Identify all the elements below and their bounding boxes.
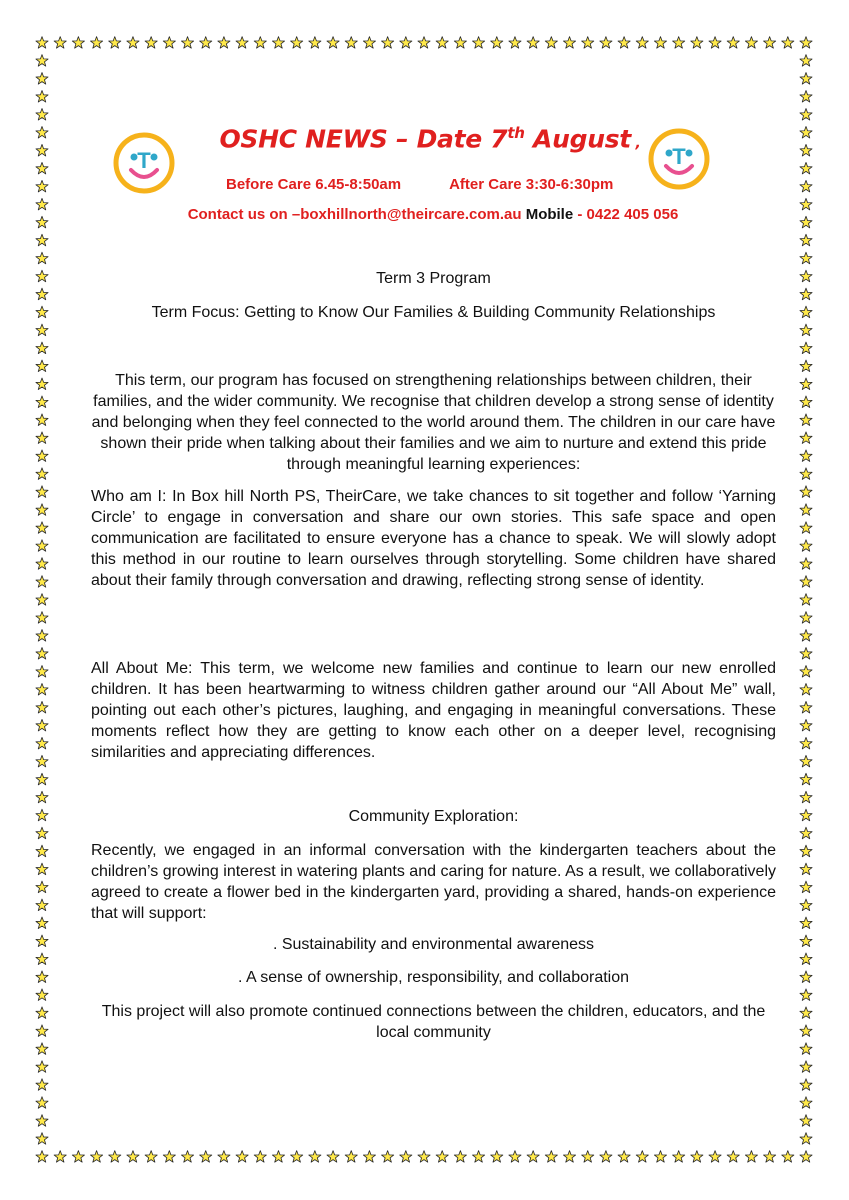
star-icon (509, 37, 521, 49)
star-icon (36, 1079, 48, 1091)
star-icon (782, 1151, 794, 1163)
star-icon (36, 917, 48, 929)
star-icon (800, 37, 812, 49)
program-heading: Term 3 Program (376, 270, 491, 287)
star-icon (509, 1151, 521, 1163)
star-icon (327, 37, 339, 49)
star-icon (36, 396, 48, 408)
newsletter-title: OSHC NEWS – Date 7th August , (219, 124, 641, 154)
star-icon (36, 270, 48, 282)
star-icon (36, 881, 48, 893)
star-icon (527, 37, 539, 49)
star-icon (691, 37, 703, 49)
star-icon (254, 1151, 266, 1163)
star-icon (454, 37, 466, 49)
smiley-t-logo (111, 130, 177, 196)
star-icon (363, 1151, 375, 1163)
star-icon (582, 1151, 594, 1163)
star-icon (800, 162, 812, 174)
star-icon (436, 1151, 448, 1163)
star-icon (545, 37, 557, 49)
star-icon (800, 306, 812, 318)
star-icon (800, 1079, 812, 1091)
support-point-sustainability: . Sustainability and environmental awareness (272, 936, 595, 953)
star-icon (800, 432, 812, 444)
star-icon (36, 971, 48, 983)
star-icon (36, 773, 48, 785)
star-icon (36, 252, 48, 264)
star-icon (800, 683, 812, 695)
star-icon (654, 1151, 666, 1163)
star-icon (800, 719, 812, 731)
star-icon (800, 701, 812, 713)
star-icon (291, 1151, 303, 1163)
star-icon (800, 360, 812, 372)
star-icon (800, 576, 812, 588)
star-icon (563, 1151, 575, 1163)
star-icon (582, 37, 594, 49)
logo-letter: T (672, 144, 686, 169)
star-icon (800, 773, 812, 785)
star-icon (36, 522, 48, 534)
star-icon (800, 342, 812, 354)
star-icon (527, 1151, 539, 1163)
star-icon (491, 1151, 503, 1163)
star-icon (36, 935, 48, 947)
star-icon (800, 594, 812, 606)
star-icon (800, 108, 812, 120)
star-icon (36, 827, 48, 839)
star-icon (800, 1007, 812, 1019)
star-icon (636, 1151, 648, 1163)
star-icon (800, 126, 812, 138)
star-icon (309, 37, 321, 49)
term-focus: Term Focus: Getting to Know Our Families & Building Community Relationships (151, 304, 716, 321)
star-icon (472, 1151, 484, 1163)
star-icon (800, 324, 812, 336)
star-icon (309, 1151, 321, 1163)
star-icon (36, 144, 48, 156)
star-icon (36, 576, 48, 588)
star-icon (272, 37, 284, 49)
star-icon (418, 1151, 430, 1163)
star-icon (472, 37, 484, 49)
star-icon (382, 1151, 394, 1163)
star-icon (36, 360, 48, 372)
star-icon (145, 37, 157, 49)
star-icon (36, 737, 48, 749)
star-icon (800, 55, 812, 67)
star-icon (36, 504, 48, 516)
contact-line (0, 206, 849, 223)
star-icon (109, 37, 121, 49)
star-icon (127, 37, 139, 49)
star-icon (36, 1151, 48, 1163)
star-icon (36, 791, 48, 803)
star-icon (800, 234, 812, 246)
star-icon (400, 1151, 412, 1163)
star-icon (491, 37, 503, 49)
star-icon (800, 935, 812, 947)
star-icon (709, 1151, 721, 1163)
star-icon (436, 37, 448, 49)
star-icon (800, 558, 812, 570)
star-icon (345, 1151, 357, 1163)
star-icon (800, 288, 812, 300)
star-icon (636, 37, 648, 49)
star-icon (181, 37, 193, 49)
star-icon (218, 1151, 230, 1163)
star-icon (800, 486, 812, 498)
star-icon (200, 37, 212, 49)
star-icon (181, 1151, 193, 1163)
who-am-i-paragraph: Who am I: In Box hill North PS, TheirCare, we take chances to sit together and follow ‘Yarning Circle’ to engage in conversation and share our own stories. This safe space and open communication are facilitated to ensure everyone has a chance to speak. We will slowly adopt this method in our routine to learn ourselves through storytelling. Some children have shared about their family through conversation and drawing, reflecting strong sense of identity. (91, 488, 776, 589)
star-icon (163, 37, 175, 49)
star-icon (72, 1151, 84, 1163)
star-icon (800, 737, 812, 749)
before-care-hours: Before Care 6.45-8:50am (226, 176, 402, 193)
star-icon (600, 1151, 612, 1163)
star-icon (36, 701, 48, 713)
star-icon (800, 1043, 812, 1055)
star-icon (109, 1151, 121, 1163)
intro-paragraph: This term, our program has focused on strengthening relationships between children, their families, and the wider community. We recognise that children develop a strong sense of identity and belonging when they feel connected to the world around them. The children in our care have shown their pride when talking about their families and we aim to nurture and extend this pride through meaningful learning experiences: (91, 372, 776, 473)
star-icon (200, 1151, 212, 1163)
star-icon (218, 37, 230, 49)
star-icon (36, 1007, 48, 1019)
star-icon (36, 108, 48, 120)
star-icon (36, 378, 48, 390)
star-icon (36, 1133, 48, 1145)
star-icon (36, 1115, 48, 1127)
star-icon (36, 845, 48, 857)
star-icon (36, 342, 48, 354)
star-icon (36, 288, 48, 300)
star-icon (745, 37, 757, 49)
star-icon (36, 1097, 48, 1109)
star-icon (36, 1025, 48, 1037)
star-icon (800, 504, 812, 516)
star-icon (673, 37, 685, 49)
community-paragraph: Recently, we engaged in an informal conversation with the kindergarten teachers about the children’s growing interest in watering plants and caring for nature. As a result, we collaboratively agreed to create a flower bed in the kindergarten yard, providing a shared, hands-on experience that will support: (91, 842, 776, 922)
star-icon (600, 37, 612, 49)
star-icon (618, 1151, 630, 1163)
star-icon (145, 1151, 157, 1163)
star-icon (545, 1151, 557, 1163)
star-icon (673, 1151, 685, 1163)
star-icon (36, 468, 48, 480)
star-icon (800, 881, 812, 893)
star-icon (800, 1151, 812, 1163)
care-hours (226, 176, 613, 193)
star-icon (800, 989, 812, 1001)
star-icon (800, 414, 812, 426)
closing-paragraph: This project will also promote continued connections between the children, educators, and the local community (101, 1003, 766, 1041)
star-icon (800, 540, 812, 552)
star-icon (800, 630, 812, 642)
star-icon (36, 863, 48, 875)
star-icon (363, 37, 375, 49)
all-about-me-paragraph: All About Me: This term, we welcome new families and continue to learn our new enrolled children. It has been heartwarming to witness children gather around our “All About Me” wall, pointing out each other’s pictures, laughing, and engaging in meaningful conversations. These moments reflect how they are getting to know each other on a deeper level, recognising similarities and appreciating differences. (91, 660, 776, 761)
star-icon (236, 1151, 248, 1163)
star-icon (36, 809, 48, 821)
star-icon (800, 378, 812, 390)
star-icon (36, 324, 48, 336)
star-icon (36, 432, 48, 444)
star-icon (727, 37, 739, 49)
support-point-ownership: . A sense of ownership, responsibility, and collaboration (237, 969, 630, 986)
star-icon (291, 37, 303, 49)
star-icon (800, 1115, 812, 1127)
star-icon (800, 252, 812, 264)
star-icon (36, 1043, 48, 1055)
star-icon (563, 37, 575, 49)
after-care-hours: After Care 3:30-6:30pm (449, 176, 614, 193)
star-icon (800, 971, 812, 983)
star-icon (36, 540, 48, 552)
star-icon (800, 648, 812, 660)
star-icon (764, 1151, 776, 1163)
star-icon (36, 558, 48, 570)
star-icon (36, 1061, 48, 1073)
star-icon (800, 1061, 812, 1073)
star-icon (36, 162, 48, 174)
star-icon (800, 827, 812, 839)
star-icon (800, 468, 812, 480)
star-icon (36, 648, 48, 660)
star-icon (800, 1133, 812, 1145)
star-icon (800, 270, 812, 282)
community-heading: Community Exploration: (348, 808, 519, 825)
star-icon (691, 1151, 703, 1163)
star-icon (618, 37, 630, 49)
star-icon (36, 73, 48, 85)
star-icon (36, 665, 48, 677)
contact-email: Contact us on –boxhillnorth@theircare.com.au (187, 206, 522, 223)
star-icon (800, 1097, 812, 1109)
star-icon (36, 953, 48, 965)
star-icon (800, 144, 812, 156)
star-icon (36, 486, 48, 498)
star-icon (727, 1151, 739, 1163)
star-icon (782, 37, 794, 49)
star-icon (36, 414, 48, 426)
star-icon (800, 809, 812, 821)
star-icon (800, 953, 812, 965)
star-icon (163, 1151, 175, 1163)
star-icon (36, 630, 48, 642)
star-icon (36, 755, 48, 767)
star-icon (90, 37, 102, 49)
star-icon (800, 180, 812, 192)
star-icon (800, 665, 812, 677)
star-icon (327, 1151, 339, 1163)
star-icon (800, 899, 812, 911)
star-icon (36, 899, 48, 911)
star-icon (54, 37, 66, 49)
star-icon (254, 37, 266, 49)
star-icon (800, 845, 812, 857)
star-icon (800, 522, 812, 534)
star-icon (800, 73, 812, 85)
star-icon (454, 1151, 466, 1163)
star-icon (800, 612, 812, 624)
logo-letter: T (137, 148, 151, 173)
star-icon (745, 1151, 757, 1163)
star-icon (54, 1151, 66, 1163)
star-icon (36, 55, 48, 67)
star-icon (272, 1151, 284, 1163)
star-icon (72, 37, 84, 49)
star-icon (236, 37, 248, 49)
star-icon (36, 180, 48, 192)
star-icon (36, 450, 48, 462)
star-icon (36, 719, 48, 731)
star-icon (127, 1151, 139, 1163)
star-icon (90, 1151, 102, 1163)
star-icon (400, 37, 412, 49)
star-icon (709, 37, 721, 49)
star-icon (345, 37, 357, 49)
star-icon (800, 791, 812, 803)
star-icon (36, 306, 48, 318)
mobile-label: Mobile (521, 206, 574, 223)
star-icon (382, 37, 394, 49)
star-icon (800, 396, 812, 408)
star-icon (36, 126, 48, 138)
star-icon (800, 91, 812, 103)
star-icon (800, 863, 812, 875)
star-icon (800, 917, 812, 929)
star-icon (36, 91, 48, 103)
star-icon (36, 989, 48, 1001)
star-icon (800, 450, 812, 462)
star-icon (36, 683, 48, 695)
star-icon (654, 37, 666, 49)
star-icon (800, 755, 812, 767)
star-icon (36, 612, 48, 624)
star-icon (36, 37, 48, 49)
star-icon (36, 594, 48, 606)
star-icon (36, 234, 48, 246)
mobile-number: - 0422 405 056 (573, 206, 679, 223)
star-icon (800, 1025, 812, 1037)
star-icon (764, 37, 776, 49)
star-icon (418, 37, 430, 49)
